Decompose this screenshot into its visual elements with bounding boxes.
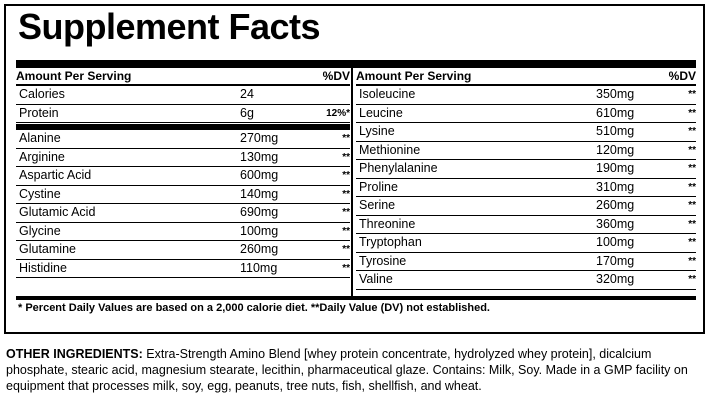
nutrient-amount: 140mg bbox=[240, 186, 279, 201]
nutrient-amount: 170mg bbox=[596, 253, 635, 268]
nutrient-row bbox=[356, 105, 696, 124]
nutrient-dv: ** bbox=[688, 144, 696, 156]
nutrient-amount: 120mg bbox=[596, 142, 635, 157]
nutrient-name: Tryptophan bbox=[359, 235, 422, 249]
nutrient-amount: 600mg bbox=[240, 168, 279, 182]
nutrient-name: Glutamine bbox=[19, 242, 76, 256]
nutrient-row bbox=[16, 223, 350, 242]
nutrient-dv: ** bbox=[342, 244, 350, 255]
nutrient-amount: 270mg bbox=[240, 131, 279, 145]
right-column bbox=[356, 68, 696, 290]
nutrient-row bbox=[356, 271, 696, 290]
nutrient-amount: 310mg bbox=[596, 179, 635, 194]
nutrient-name: Leucine bbox=[359, 105, 403, 120]
dv-label: %DV bbox=[322, 69, 350, 83]
nutrient-amount: 320mg bbox=[596, 272, 635, 286]
nutrient-name: Isoleucine bbox=[359, 87, 416, 101]
nutrient-row bbox=[16, 167, 350, 186]
title-divider bbox=[16, 60, 696, 68]
nutrient-amount: 510mg bbox=[596, 124, 635, 138]
nutrient-dv bbox=[310, 86, 350, 104]
nutrient-amount: 260mg bbox=[596, 198, 635, 212]
nutrient-name: Valine bbox=[359, 272, 393, 286]
nutrient-amount: 24 bbox=[240, 87, 254, 101]
nutrient-amount: 260mg bbox=[240, 242, 279, 256]
nutrient-amount: 100mg bbox=[596, 235, 635, 249]
nutrient-name: Methionine bbox=[359, 142, 421, 157]
nutrient-row bbox=[356, 253, 696, 272]
nutrient-name: Protein bbox=[19, 105, 59, 120]
left-column bbox=[16, 68, 350, 278]
nutrient-dv: ** bbox=[688, 163, 696, 174]
nutrient-amount: 6g bbox=[240, 105, 254, 120]
nutrient-row bbox=[16, 86, 350, 105]
nutrient-name: Lysine bbox=[359, 124, 395, 138]
nutrient-name: Tyrosine bbox=[359, 253, 407, 268]
nutrient-dv: ** bbox=[342, 225, 350, 237]
nutrient-row bbox=[356, 142, 696, 161]
nutrient-name: Phenylalanine bbox=[359, 161, 438, 175]
nutrient-row bbox=[16, 204, 350, 223]
nutrient-name: Cystine bbox=[19, 186, 61, 201]
nutrient-dv: ** bbox=[342, 133, 350, 144]
nutrient-row bbox=[16, 241, 350, 260]
nutrient-name: Arginine bbox=[19, 149, 65, 164]
nutrient-name: Calories bbox=[19, 87, 65, 101]
nutrient-name: Histidine bbox=[19, 260, 67, 275]
dv-label: %DV bbox=[668, 69, 696, 83]
nutrient-dv: ** bbox=[342, 188, 350, 200]
nutrient-dv: 12%* bbox=[326, 107, 350, 119]
nutrient-dv: ** bbox=[342, 170, 350, 181]
nutrient-dv: ** bbox=[688, 89, 696, 100]
nutrient-amount: 100mg bbox=[240, 223, 279, 238]
nutrient-name: Proline bbox=[359, 179, 398, 194]
nutrient-amount: 610mg bbox=[596, 105, 635, 120]
left-amino-rows bbox=[16, 130, 350, 278]
nutrient-dv: ** bbox=[342, 151, 350, 163]
nutrient-dv: ** bbox=[688, 237, 696, 248]
panel-title: Supplement Facts bbox=[18, 6, 321, 47]
nutrient-name: Aspartic Acid bbox=[19, 168, 92, 182]
nutrient-amount: 690mg bbox=[240, 205, 279, 219]
right-amino-rows bbox=[356, 86, 696, 290]
nutrient-row bbox=[356, 160, 696, 179]
footer-divider bbox=[16, 296, 696, 300]
nutrient-name: Glutamic Acid bbox=[19, 205, 96, 219]
nutrient-amount: 110mg bbox=[240, 260, 278, 275]
nutrient-row bbox=[356, 216, 696, 235]
left-top-rows bbox=[16, 86, 350, 123]
nutrient-dv: ** bbox=[688, 181, 696, 193]
supplement-facts-panel bbox=[4, 4, 705, 334]
nutrient-dv: ** bbox=[688, 274, 696, 285]
nutrient-amount: 360mg bbox=[596, 216, 635, 231]
nutrient-dv: ** bbox=[688, 126, 696, 137]
nutrient-dv: ** bbox=[688, 107, 696, 119]
nutrient-row bbox=[356, 197, 696, 216]
nutrient-row bbox=[16, 186, 350, 205]
amount-per-serving-label: Amount Per Serving bbox=[356, 69, 472, 83]
other-ingredients bbox=[6, 346, 705, 394]
nutrient-name: Threonine bbox=[359, 216, 416, 231]
nutrient-dv: ** bbox=[688, 200, 696, 211]
amount-per-serving-label: Amount Per Serving bbox=[16, 69, 132, 83]
nutrient-row bbox=[16, 260, 350, 279]
other-ingredients-text: Extra-Strength Amino Blend [whey protein concentrate, hydrolyzed whey protein], dicalcium phosphate, stearic acid, magnesium stearate, lecithin, pharmaceutical glaze. Contains: Milk, Soy. Made in a GMP facility on equipment that processes milk, soy, egg, peanuts, tree nuts, fish, shellfish, and wheat. bbox=[6, 347, 688, 393]
nutrient-row bbox=[356, 86, 696, 105]
left-header bbox=[16, 68, 350, 86]
other-ingredients-label: OTHER INGREDIENTS: bbox=[6, 347, 143, 361]
nutrient-dv: ** bbox=[688, 255, 696, 267]
nutrient-row bbox=[16, 149, 350, 168]
footnote: * Percent Daily Values are based on a 2,000 calorie diet. **Daily Value (DV) not established. bbox=[18, 302, 490, 314]
nutrient-dv: ** bbox=[342, 207, 350, 218]
nutrient-name: Serine bbox=[359, 198, 396, 212]
nutrient-row bbox=[356, 179, 696, 198]
right-header bbox=[356, 68, 696, 86]
nutrient-row bbox=[16, 130, 350, 149]
nutrient-name: Glycine bbox=[19, 223, 61, 238]
column-divider bbox=[351, 68, 353, 296]
nutrient-dv: ** bbox=[342, 262, 350, 274]
nutrient-row bbox=[356, 123, 696, 142]
nutrient-row bbox=[16, 105, 350, 124]
nutrient-name: Alanine bbox=[19, 131, 61, 145]
nutrient-amount: 350mg bbox=[596, 87, 635, 101]
nutrient-amount: 190mg bbox=[596, 161, 635, 175]
nutrient-row bbox=[356, 234, 696, 253]
nutrient-amount: 130mg bbox=[240, 149, 279, 164]
nutrient-dv: ** bbox=[688, 218, 696, 230]
